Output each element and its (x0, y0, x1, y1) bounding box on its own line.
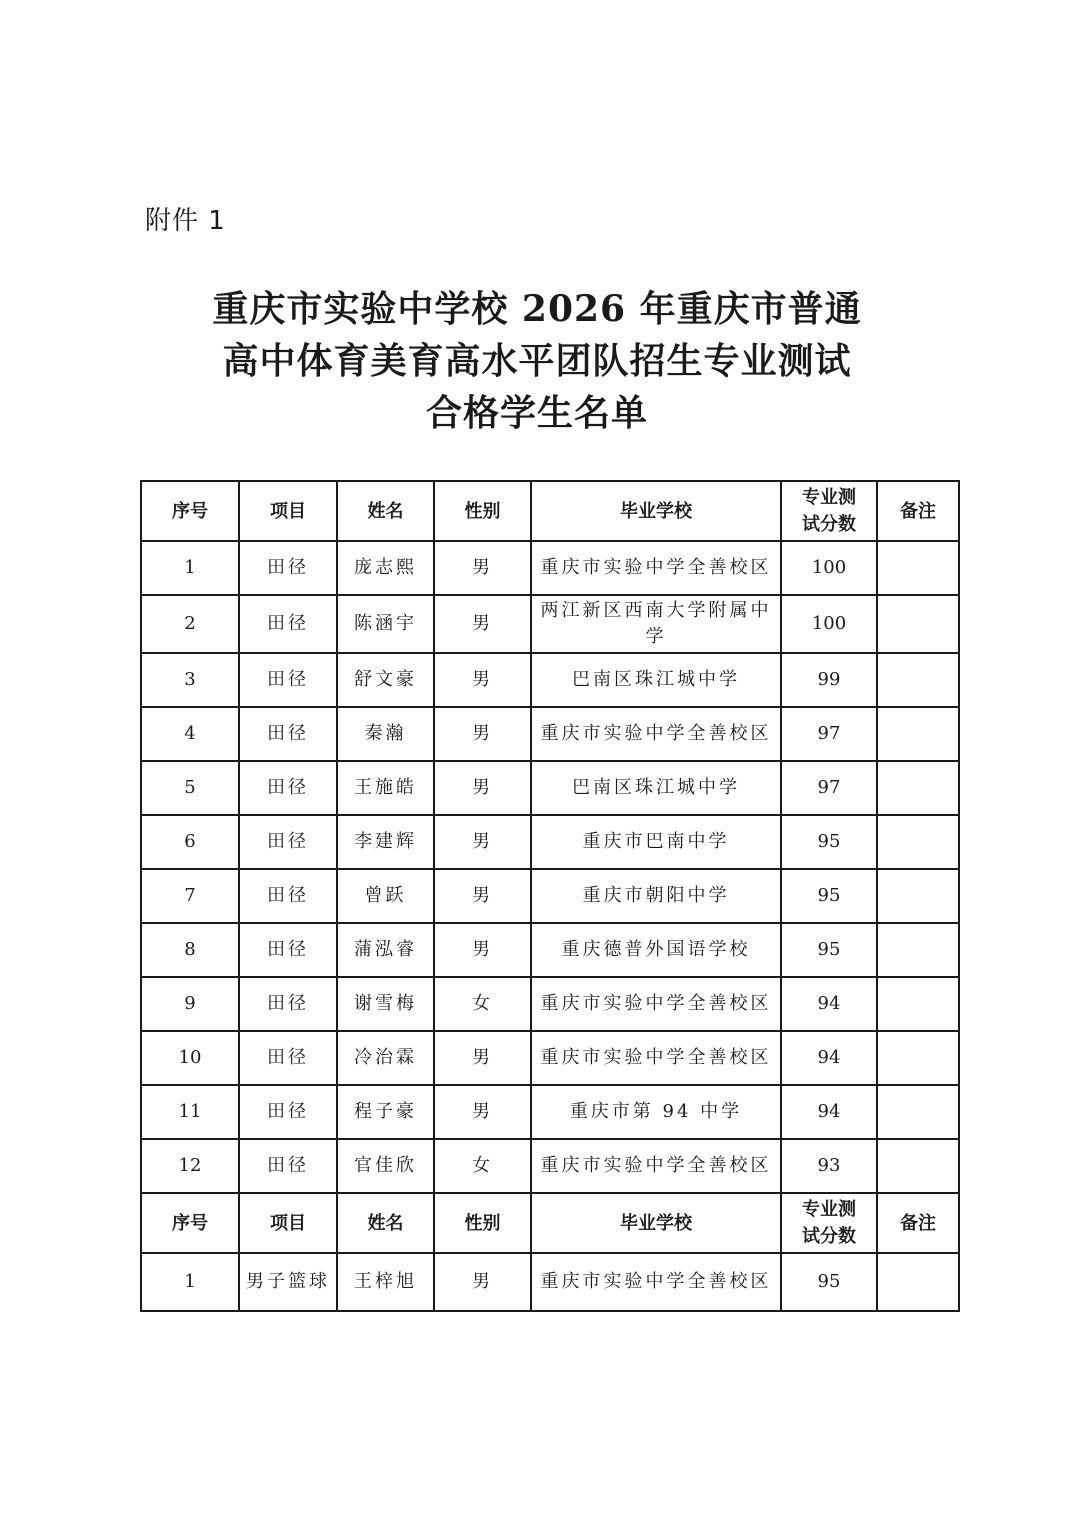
cell-gender: 男 (434, 869, 531, 923)
table-row (141, 541, 959, 595)
cell-name: 谢雪梅 (337, 977, 434, 1031)
cell-item: 田径 (239, 815, 337, 869)
cell-school: 巴南区珠江城中学 (531, 761, 781, 815)
cell-remark (877, 923, 959, 977)
cell-item: 田径 (239, 1085, 337, 1139)
cell-school: 重庆市实验中学全善校区 (531, 707, 781, 761)
cell-item: 田径 (239, 595, 337, 653)
cell-name: 庞志熙 (337, 541, 434, 595)
cell-score: 99 (781, 653, 877, 707)
table-row (141, 1253, 959, 1311)
cell-remark (877, 977, 959, 1031)
cell-name: 陈涵宇 (337, 595, 434, 653)
header-score-line-2: 试分数 (802, 514, 856, 535)
cell-remark (877, 1031, 959, 1085)
cell-school: 重庆市巴南中学 (531, 815, 781, 869)
table-body (141, 481, 959, 1311)
cell-gender: 男 (434, 595, 531, 653)
cell-seq: 10 (141, 1031, 239, 1085)
cell-seq: 6 (141, 815, 239, 869)
cell-school: 重庆市实验中学全善校区 (531, 1139, 781, 1193)
cell-item: 田径 (239, 541, 337, 595)
cell-gender: 男 (434, 653, 531, 707)
cell-score: 94 (781, 1085, 877, 1139)
cell-score: 93 (781, 1139, 877, 1193)
cell-item: 田径 (239, 977, 337, 1031)
cell-score: 95 (781, 1253, 877, 1311)
header-seq: 序号 (141, 1193, 239, 1253)
cell-school: 重庆市第 94 中学 (531, 1085, 781, 1139)
cell-gender: 男 (434, 815, 531, 869)
cell-score: 100 (781, 541, 877, 595)
cell-seq: 2 (141, 595, 239, 653)
cell-school: 巴南区珠江城中学 (531, 653, 781, 707)
cell-school: 重庆德普外国语学校 (531, 923, 781, 977)
cell-score: 94 (781, 1031, 877, 1085)
cell-score: 97 (781, 761, 877, 815)
cell-score: 94 (781, 977, 877, 1031)
cell-remark (877, 541, 959, 595)
cell-remark (877, 1139, 959, 1193)
cell-remark (877, 707, 959, 761)
cell-item: 田径 (239, 869, 337, 923)
cell-score: 95 (781, 923, 877, 977)
section2-header-row (141, 1193, 959, 1253)
cell-name: 程子豪 (337, 1085, 434, 1139)
cell-school: 重庆市实验中学全善校区 (531, 1253, 781, 1311)
cell-gender: 女 (434, 977, 531, 1031)
header-name: 姓名 (337, 1193, 434, 1253)
cell-name: 秦瀚 (337, 707, 434, 761)
cell-gender: 男 (434, 541, 531, 595)
header-seq: 序号 (141, 481, 239, 541)
cell-gender: 男 (434, 923, 531, 977)
cell-item: 田径 (239, 653, 337, 707)
header-score (781, 481, 877, 541)
cell-remark (877, 595, 959, 653)
title-line-2: 高中体育美育高水平团队招生专业测试 (222, 340, 852, 382)
attachment-label: 附件 1 (145, 206, 226, 236)
cell-score: 95 (781, 869, 877, 923)
cell-remark (877, 761, 959, 815)
cell-item: 男子篮球 (239, 1253, 337, 1311)
cell-item: 田径 (239, 761, 337, 815)
qualified-students-table (140, 480, 960, 1312)
section1-header-row (141, 481, 959, 541)
cell-remark (877, 1085, 959, 1139)
cell-name: 王梓旭 (337, 1253, 434, 1311)
table-row (141, 595, 959, 653)
cell-name: 官佳欣 (337, 1139, 434, 1193)
table-row (141, 815, 959, 869)
table-row (141, 707, 959, 761)
cell-name: 李建辉 (337, 815, 434, 869)
cell-school: 重庆市实验中学全善校区 (531, 541, 781, 595)
cell-seq: 11 (141, 1085, 239, 1139)
cell-item: 田径 (239, 1031, 337, 1085)
header-school: 毕业学校 (531, 1193, 781, 1253)
table-row (141, 977, 959, 1031)
cell-school: 重庆市朝阳中学 (531, 869, 781, 923)
cell-score: 95 (781, 815, 877, 869)
cell-seq: 1 (141, 1253, 239, 1311)
cell-seq: 1 (141, 541, 239, 595)
header-score (781, 1193, 877, 1253)
header-gender: 性别 (434, 1193, 531, 1253)
header-item: 项目 (239, 1193, 337, 1253)
header-score-line-1: 专业测 (802, 1199, 856, 1220)
cell-gender: 女 (434, 1139, 531, 1193)
header-remark: 备注 (877, 1193, 959, 1253)
cell-gender: 男 (434, 707, 531, 761)
cell-school: 重庆市实验中学全善校区 (531, 977, 781, 1031)
cell-remark (877, 815, 959, 869)
cell-name: 舒文豪 (337, 653, 434, 707)
cell-seq: 4 (141, 707, 239, 761)
cell-score: 100 (781, 595, 877, 653)
header-gender: 性别 (434, 481, 531, 541)
table-row (141, 1139, 959, 1193)
header-item: 项目 (239, 481, 337, 541)
cell-remark (877, 653, 959, 707)
cell-name: 冷治霖 (337, 1031, 434, 1085)
cell-seq: 12 (141, 1139, 239, 1193)
cell-item: 田径 (239, 707, 337, 761)
cell-remark (877, 869, 959, 923)
cell-name: 王施皓 (337, 761, 434, 815)
title-line-1: 重庆市实验中学校 2026 年重庆市普通 (212, 288, 862, 330)
cell-item: 田径 (239, 1139, 337, 1193)
cell-gender: 男 (434, 761, 531, 815)
header-remark: 备注 (877, 481, 959, 541)
header-score-line-1: 专业测 (802, 487, 856, 508)
table-row (141, 653, 959, 707)
cell-score: 97 (781, 707, 877, 761)
cell-name: 曾跃 (337, 869, 434, 923)
cell-seq: 7 (141, 869, 239, 923)
cell-remark (877, 1253, 959, 1311)
document-title (0, 283, 1074, 439)
cell-school: 重庆市实验中学全善校区 (531, 1031, 781, 1085)
table-row (141, 761, 959, 815)
table-row (141, 1031, 959, 1085)
cell-gender: 男 (434, 1253, 531, 1311)
title-line-3: 合格学生名单 (425, 392, 648, 434)
cell-gender: 男 (434, 1085, 531, 1139)
cell-seq: 3 (141, 653, 239, 707)
cell-seq: 9 (141, 977, 239, 1031)
cell-school: 两江新区西南大学附属中学 (531, 595, 781, 653)
header-score-line-2: 试分数 (802, 1226, 856, 1247)
header-name: 姓名 (337, 481, 434, 541)
table-row (141, 923, 959, 977)
cell-seq: 5 (141, 761, 239, 815)
cell-name: 蒲泓睿 (337, 923, 434, 977)
header-school: 毕业学校 (531, 481, 781, 541)
table-row (141, 1085, 959, 1139)
table-row (141, 869, 959, 923)
cell-item: 田径 (239, 923, 337, 977)
cell-gender: 男 (434, 1031, 531, 1085)
cell-seq: 8 (141, 923, 239, 977)
